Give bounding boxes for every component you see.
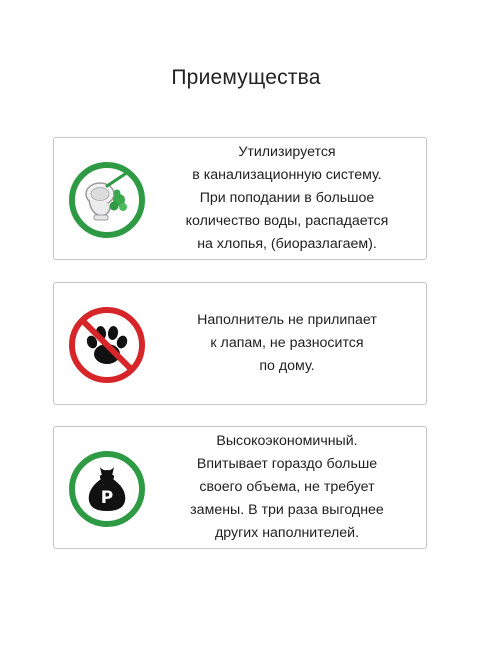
money-bag-icon: [67, 449, 147, 529]
benefit-line: Впитывает гораздо больше: [196, 456, 378, 472]
benefit-card-economical: [53, 426, 427, 549]
benefit-line: по дому.: [259, 358, 315, 374]
benefit-line: в канализационную систему.: [192, 167, 382, 183]
benefit-line: При поподании в большое: [199, 190, 375, 206]
benefit-text: [154, 283, 420, 404]
benefit-text: [154, 138, 420, 259]
benefit-line: количество воды, распадается: [185, 213, 389, 229]
benefit-line: на хлопья, (биоразлагаем).: [197, 236, 377, 252]
toilet-flush-icon: [67, 160, 147, 240]
benefit-line: своего объема, не требует: [199, 479, 375, 495]
no-paw-icon: [67, 305, 147, 385]
benefit-card-flushable: [53, 137, 427, 260]
benefit-card-no-stick: [53, 282, 427, 405]
svg-text:P: P: [100, 488, 114, 508]
benefit-line: Утилизируется: [238, 144, 336, 160]
benefit-line: других наполнителей.: [214, 525, 360, 541]
benefit-line: Высокоэкономичный.: [216, 433, 358, 449]
benefit-line: замены. В три раза выгоднее: [190, 502, 384, 518]
benefit-line: к лапам, не разносится: [210, 335, 364, 351]
benefit-line: Наполнитель не прилипает: [197, 312, 377, 328]
benefit-text: [154, 427, 420, 548]
page-title: Приемущества: [171, 66, 321, 89]
